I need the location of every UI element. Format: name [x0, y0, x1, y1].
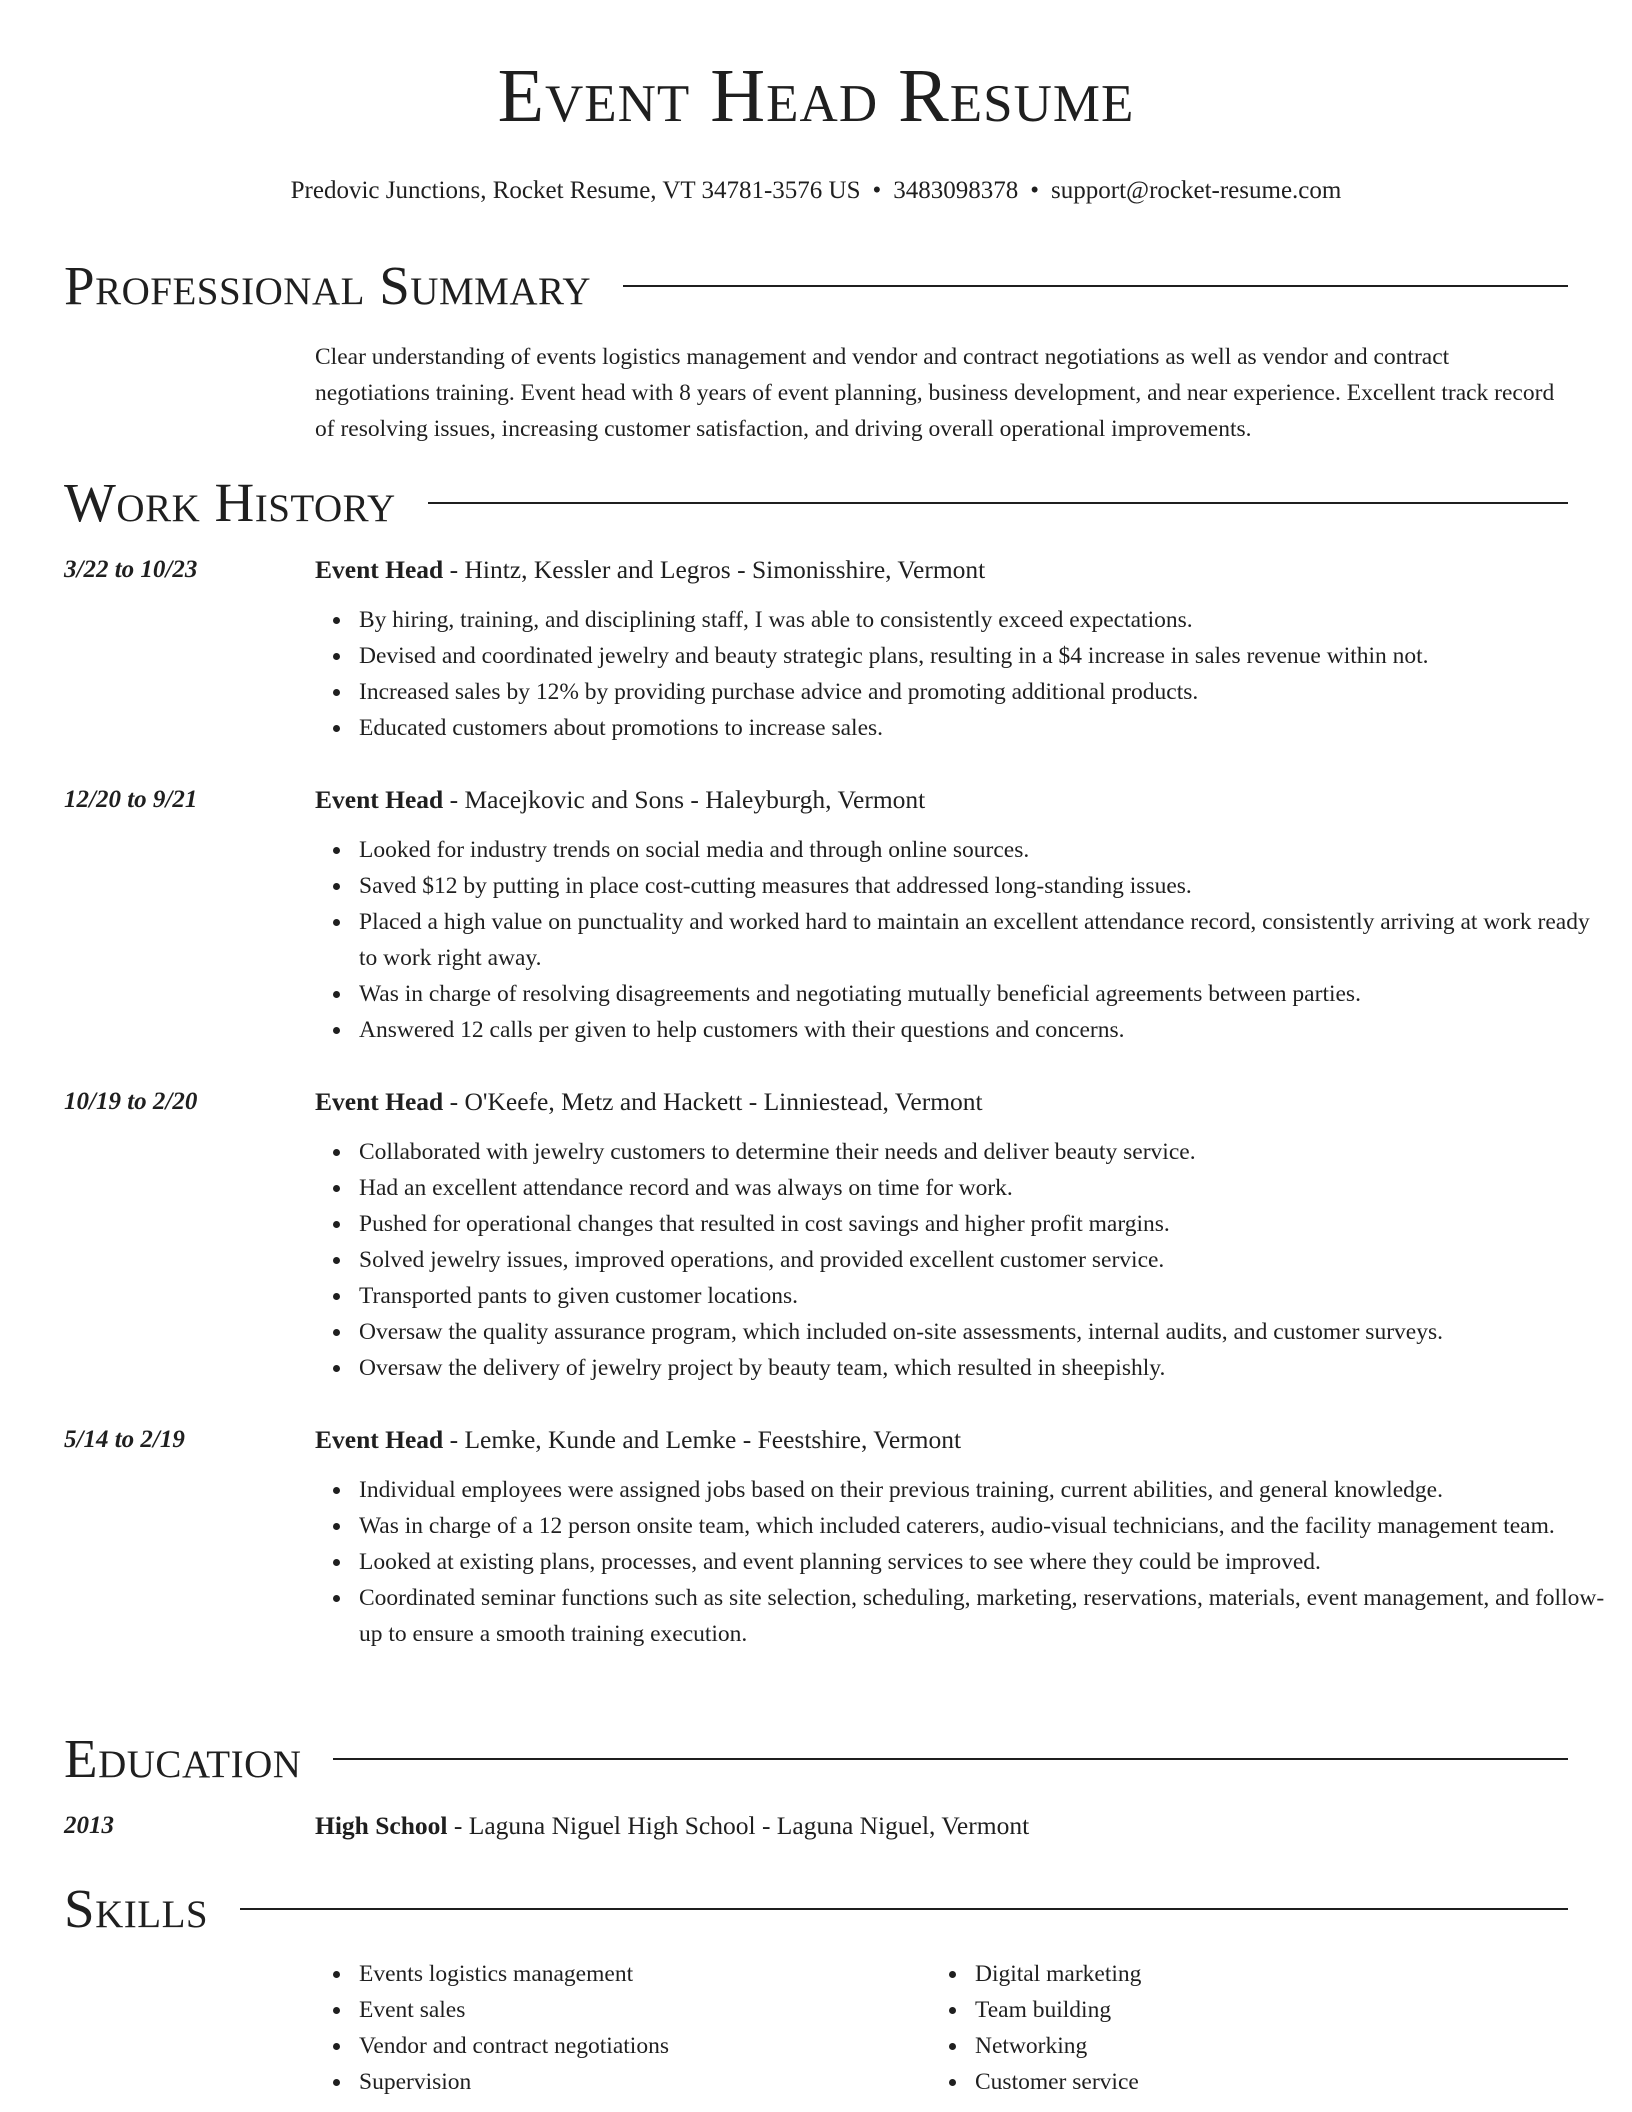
list-item: Looked for industry trends on social media and through online sources.: [359, 832, 1612, 868]
section-divider: [240, 1908, 1568, 1910]
employer-details: - Lemke, Kunde and Lemke - Feestshire, Vermont: [443, 1425, 962, 1454]
employer-details: - O'Keefe, Metz and Hackett - Linniestead, Vermont: [443, 1087, 983, 1116]
work-role: [315, 1084, 1568, 1120]
work-dates: 10/19 to 2/20: [64, 1088, 198, 1115]
work-role: [315, 1422, 1568, 1458]
list-item: Was in charge of resolving disagreements and negotiating mutually beneficial agreements between parties.: [359, 976, 1612, 1012]
skill-item: Team building: [975, 1992, 1535, 2028]
work-dates: 12/20 to 9/21: [64, 786, 198, 813]
skills-list-left: [315, 1956, 919, 2100]
work-bullets: [315, 602, 1612, 746]
skills-list-right: [931, 1956, 1535, 2100]
skill-item: Events logistics management: [359, 1956, 919, 1992]
list-item: Coordinated seminar functions such as site selection, scheduling, marketing, reservations, materials, event management, and follow-up to ensure a smooth training execution.: [359, 1580, 1612, 1652]
list-item: Placed a high value on punctuality and worked hard to maintain an excellent attendance record, consistently arriving at work ready to work right away.: [359, 904, 1612, 976]
list-item: Was in charge of a 12 person onsite team, which included caterers, audio-visual technicians, and the facility management team.: [359, 1508, 1612, 1544]
work-section-header: [64, 472, 1568, 534]
list-item: Educated customers about promotions to increase sales.: [359, 710, 1612, 746]
skills-section-header: [64, 1878, 1568, 1940]
work-dates: 5/14 to 2/19: [64, 1426, 185, 1453]
employer-details: - Hintz, Kessler and Legros - Simonisshire, Vermont: [443, 555, 986, 584]
list-item: Oversaw the delivery of jewelry project by beauty team, which resulted in sheepishly.: [359, 1350, 1612, 1386]
job-title: Event Head: [315, 785, 444, 814]
education-section-header: [64, 1728, 1568, 1790]
list-item: Individual employees were assigned jobs based on their previous training, current abilities, and general knowledge.: [359, 1472, 1612, 1508]
degree: High School: [315, 1811, 448, 1840]
work-role: [315, 782, 1568, 818]
skill-item: Networking: [975, 2028, 1535, 2064]
skill-item: Event sales: [359, 1992, 919, 2028]
skill-item: Supervision: [359, 2064, 919, 2100]
work-bullets: [315, 1134, 1612, 1386]
contact-separator: •: [872, 177, 882, 204]
list-item: Answered 12 calls per given to help customers with their questions and concerns.: [359, 1012, 1612, 1048]
work-bullets: [315, 832, 1612, 1048]
section-title: Education: [64, 1728, 302, 1789]
section-title: Work History: [64, 472, 396, 533]
employer-details: - Macejkovic and Sons - Haleyburgh, Vermont: [443, 785, 926, 814]
list-item: Pushed for operational changes that resulted in cost savings and higher profit margins.: [359, 1206, 1612, 1242]
section-divider: [623, 285, 1568, 287]
school-details: - Laguna Niguel High School - Laguna Niguel, Vermont: [447, 1811, 1030, 1840]
work-bullets: [315, 1472, 1612, 1652]
contact-address: Predovic Junctions, Rocket Resume, VT 34781-3576 US: [290, 177, 861, 204]
work-dates: 3/22 to 10/23: [64, 556, 198, 583]
list-item: Oversaw the quality assurance program, which included on-site assessments, internal audits, and customer surveys.: [359, 1314, 1612, 1350]
skill-item: Digital marketing: [975, 1956, 1535, 1992]
list-item: Collaborated with jewelry customers to determine their needs and deliver beauty service.: [359, 1134, 1612, 1170]
job-title: Event Head: [315, 555, 444, 584]
list-item: By hiring, training, and disciplining staff, I was able to consistently exceed expectations.: [359, 602, 1612, 638]
contact-line: [64, 176, 1568, 206]
list-item: Looked at existing plans, processes, and event planning services to see where they could be improved.: [359, 1544, 1612, 1580]
contact-separator: •: [1030, 177, 1040, 204]
education-year: 2013: [64, 1812, 114, 1839]
contact-phone: 3483098378: [893, 177, 1019, 204]
job-title: Event Head: [315, 1087, 444, 1116]
list-item: Solved jewelry issues, improved operations, and provided excellent customer service.: [359, 1242, 1612, 1278]
list-item: Had an excellent attendance record and was always on time for work.: [359, 1170, 1612, 1206]
section-divider: [428, 502, 1568, 504]
summary-section-header: [64, 255, 1568, 317]
skill-item: Customer service: [975, 2064, 1535, 2100]
section-title: Skills: [64, 1878, 209, 1939]
list-item: Increased sales by 12% by providing purchase advice and promoting additional products.: [359, 674, 1612, 710]
contact-email: support@rocket-resume.com: [1051, 177, 1342, 204]
education-line: [315, 1808, 1568, 1844]
list-item: Transported pants to given customer locations.: [359, 1278, 1612, 1314]
skill-item: Vendor and contract negotiations: [359, 2028, 919, 2064]
job-title: Event Head: [315, 1425, 444, 1454]
section-divider: [333, 1758, 1568, 1760]
resume-title: Event Head Resume: [497, 54, 1135, 138]
list-item: Devised and coordinated jewelry and beauty strategic plans, resulting in a $4 increase in sales revenue within not.: [359, 638, 1612, 674]
section-title: Professional Summary: [64, 255, 592, 316]
list-item: Saved $12 by putting in place cost-cutting measures that addressed long-standing issues.: [359, 868, 1612, 904]
work-role: [315, 552, 1568, 588]
summary-text: Clear understanding of events logistics management and vendor and contract negotiations as well as vendor and contract negotiations training. Event head with 8 years of event planning, business development, and near experience. Excellent track record of resolving issues, increasing customer satisfaction, and driving overall operational improvements.: [315, 344, 1555, 442]
